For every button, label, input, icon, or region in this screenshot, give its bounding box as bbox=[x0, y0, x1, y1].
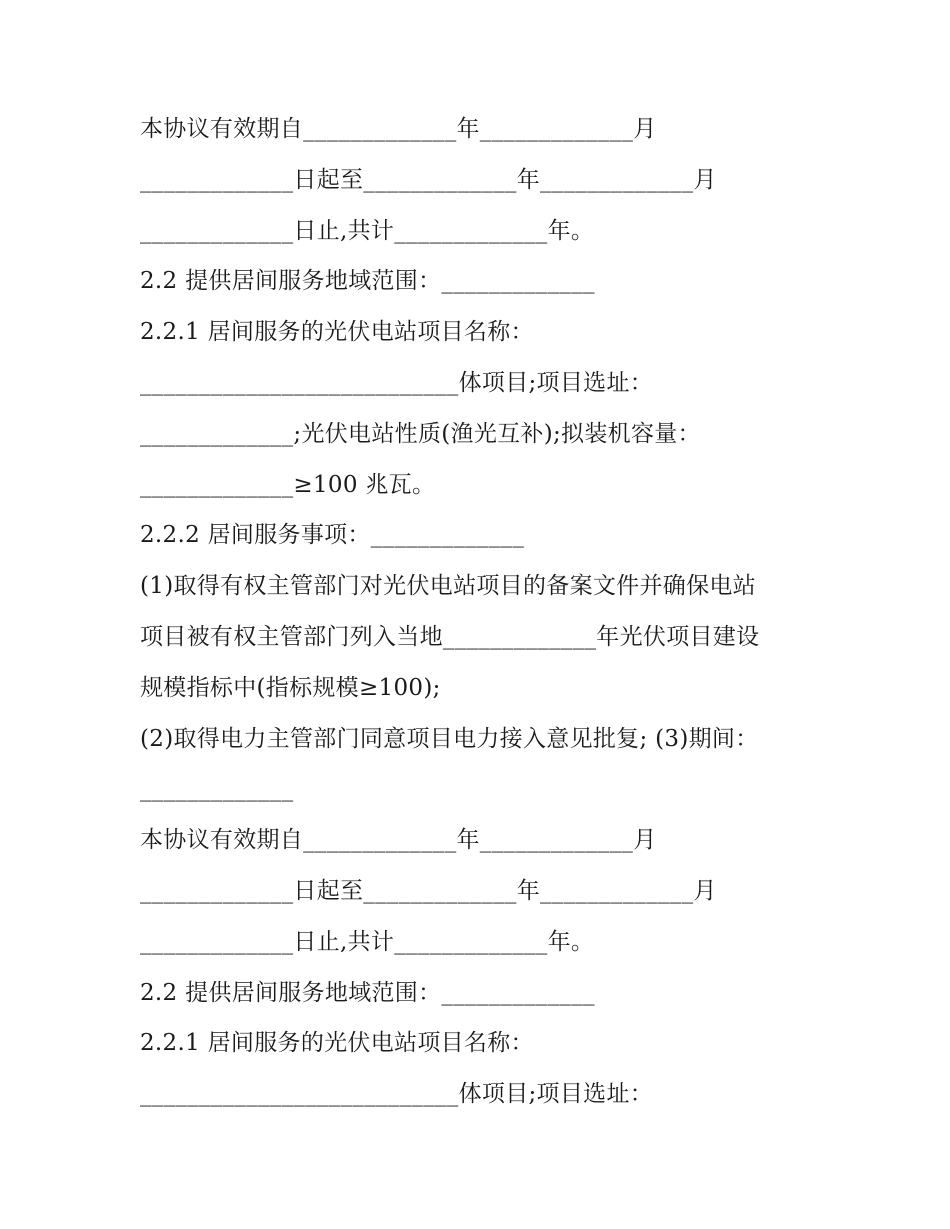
text-line-capacity: _____________≥100 兆瓦。 bbox=[140, 471, 436, 498]
text-line-validity-start: 本协议有效期自_____________年_____________月 bbox=[140, 116, 657, 142]
text-line-service-region: 2.2 提供居间服务地域范围：_____________ bbox=[140, 268, 595, 295]
text-line-validity-start-repeat: 本协议有效期自_____________年_____________月 bbox=[140, 827, 657, 854]
document-body bbox=[140, 104, 820, 1120]
text-line-validity-end: _____________日起至_____________年_____________月 bbox=[140, 166, 717, 193]
text-line-service-items: 2.2.2 居间服务事项：_____________ bbox=[140, 522, 525, 549]
text-line-period-blank: _____________ bbox=[140, 776, 294, 803]
text-line-project-name-heading: 2.2.1 居间服务的光伏电站项目名称： bbox=[140, 319, 534, 346]
text-line-validity-total-repeat: _____________日止,共计_____________年。 bbox=[140, 928, 595, 955]
text-line-validity-end-repeat: _____________日起至_____________年_____________月 bbox=[140, 877, 717, 904]
text-line-item-2-3: (2)取得电力主管部门同意项目电力接入意见批复; (3)期间： bbox=[140, 725, 759, 752]
text-line-station-nature: _____________;光伏电站性质(渔光互补);拟装机容量： bbox=[140, 420, 701, 447]
text-line-project-site: ___________________________体项目;项目选址： bbox=[140, 369, 654, 396]
text-line-item-1c: 规模指标中(指标规模≥100); bbox=[140, 674, 441, 701]
text-line-item-1b: 项目被有权主管部门列入当地_____________年光伏项目建设 bbox=[140, 623, 760, 650]
text-line-project-name-heading-repeat: 2.2.1 居间服务的光伏电站项目名称： bbox=[140, 1030, 534, 1057]
text-line-item-1a: (1)取得有权主管部门对光伏电站项目的备案文件并确保电站 bbox=[140, 573, 756, 600]
text-line-project-site-repeat: ___________________________体项目;项目选址： bbox=[140, 1081, 654, 1108]
text-line-validity-total: _____________日止,共计_____________年。 bbox=[140, 217, 595, 244]
text-line-service-region-repeat: 2.2 提供居间服务地域范围：_____________ bbox=[140, 979, 595, 1006]
